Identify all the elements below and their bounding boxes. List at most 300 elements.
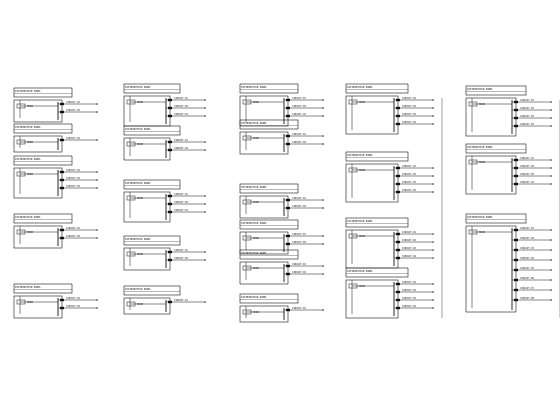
outgoing-circuit: [58, 305, 98, 309]
circuit-label: CIRCUIT-02: [402, 239, 416, 242]
outgoing-circuit: [166, 249, 206, 253]
circuit-breaker-symbol: [60, 171, 64, 173]
outgoing-circuit: [58, 235, 98, 239]
circuit-breaker-symbol: [396, 241, 400, 243]
panel-enclosure: [346, 280, 398, 318]
panel-enclosure: [124, 248, 170, 270]
panel-enclosure: [240, 132, 288, 154]
circuit-label: CIRCUIT-07: [520, 287, 534, 290]
circuit-terminal: [550, 259, 552, 261]
outgoing-circuit: [166, 257, 206, 261]
circuit-breaker-symbol: [396, 307, 400, 309]
main-breaker-label: MCCB: [359, 101, 365, 104]
panel-title: DISTRIBUTION PANEL: [125, 86, 151, 89]
circuit-label: CIRCUIT-01: [174, 299, 188, 302]
outgoing-circuit: [394, 121, 434, 125]
outgoing-circuit: [394, 173, 434, 177]
panel-block: [346, 218, 434, 268]
circuit-breaker-symbol: [286, 235, 290, 237]
outgoing-circuit: [58, 109, 98, 113]
panel-title: DISTRIBUTION PANEL: [125, 182, 151, 185]
circuit-breaker-symbol: [514, 279, 518, 281]
panel-block: [466, 214, 552, 312]
circuit-terminal: [432, 299, 434, 301]
outgoing-circuit: [284, 241, 324, 245]
circuit-breaker-symbol: [168, 259, 172, 261]
circuit-breaker-symbol: [168, 141, 172, 143]
circuit-breaker-symbol: [286, 99, 290, 101]
panel-block: [14, 214, 98, 248]
circuit-label: CIRCUIT-01: [66, 101, 80, 104]
circuit-label: CIRCUIT-05: [520, 267, 534, 270]
circuit-breaker-symbol: [514, 101, 518, 103]
circuit-breaker-symbol: [396, 191, 400, 193]
circuit-terminal: [322, 135, 324, 137]
outgoing-circuit: [284, 271, 324, 275]
panel-block: [124, 126, 206, 160]
schedule-column-4: [346, 84, 442, 318]
circuit-label: CIRCUIT-02: [66, 177, 80, 180]
circuit-label: CIRCUIT-01: [66, 169, 80, 172]
circuit-breaker-symbol: [60, 187, 64, 189]
circuit-breaker-symbol: [286, 265, 290, 267]
main-breaker-label: MCCB: [359, 235, 365, 238]
circuit-label: CIRCUIT-02: [66, 235, 80, 238]
panel-title: DISTRIBUTION PANEL: [347, 154, 373, 157]
circuit-breaker-symbol: [396, 175, 400, 177]
circuit-breaker-symbol: [514, 159, 518, 161]
outgoing-circuit: [166, 209, 206, 213]
circuit-terminal: [96, 171, 98, 173]
panel-title: DISTRIBUTION PANEL: [15, 126, 41, 129]
circuit-terminal: [432, 175, 434, 177]
circuit-terminal: [322, 243, 324, 245]
outgoing-circuit: [284, 133, 324, 137]
panel-enclosure: [346, 96, 398, 134]
panel-enclosure: [124, 138, 170, 160]
main-breaker-label: MCCB: [253, 201, 259, 204]
circuit-terminal: [432, 241, 434, 243]
circuit-label: CIRCUIT-03: [66, 185, 80, 188]
circuit-label: CIRCUIT-01: [66, 227, 80, 230]
outgoing-circuit: [512, 227, 552, 231]
panel-title: DISTRIBUTION PANEL: [241, 86, 267, 89]
outgoing-circuit: [512, 181, 552, 185]
panel-title: DISTRIBUTION PANEL: [125, 128, 151, 131]
circuit-terminal: [322, 309, 324, 311]
circuit-label: CIRCUIT-04: [402, 189, 416, 192]
outgoing-circuit: [394, 289, 434, 293]
circuit-breaker-symbol: [514, 239, 518, 241]
circuit-breaker-symbol: [60, 307, 64, 309]
circuit-terminal: [96, 229, 98, 231]
main-breaker-label: MCCB: [137, 253, 143, 256]
panel-block: [346, 268, 434, 318]
main-breaker-label: MCCB: [359, 169, 365, 172]
panel-enclosure: [124, 96, 170, 126]
circuit-label: CIRCUIT-02: [402, 173, 416, 176]
circuit-label: CIRCUIT-02: [174, 147, 188, 150]
outgoing-circuit: [166, 299, 206, 303]
circuit-label: CIRCUIT-03: [174, 113, 188, 116]
outgoing-circuit: [394, 305, 434, 309]
main-breaker-label: MCCB: [27, 173, 33, 176]
circuit-terminal: [322, 199, 324, 201]
circuit-terminal: [322, 235, 324, 237]
outgoing-circuit: [394, 113, 434, 117]
circuit-breaker-symbol: [286, 199, 290, 201]
circuit-label: CIRCUIT-04: [402, 121, 416, 124]
circuit-label: CIRCUIT-02: [520, 165, 534, 168]
outgoing-circuit: [58, 185, 98, 189]
outgoing-circuit: [512, 237, 552, 241]
outgoing-circuit: [166, 105, 206, 109]
schedule-column-1: [14, 88, 98, 318]
panel-enclosure: [240, 196, 288, 218]
circuit-terminal: [96, 103, 98, 105]
outgoing-circuit: [166, 201, 206, 205]
panel-block: [124, 180, 206, 222]
main-breaker-label: MCCB: [253, 137, 259, 140]
circuit-terminal: [204, 203, 206, 205]
outgoing-circuit: [394, 189, 434, 193]
circuit-breaker-symbol: [514, 183, 518, 185]
circuit-breaker-symbol: [168, 211, 172, 213]
circuit-terminal: [204, 99, 206, 101]
circuit-terminal: [432, 191, 434, 193]
circuit-terminal: [550, 109, 552, 111]
circuit-terminal: [432, 283, 434, 285]
circuit-terminal: [322, 107, 324, 109]
circuit-breaker-symbol: [514, 117, 518, 119]
circuit-terminal: [204, 107, 206, 109]
outgoing-circuit: [284, 105, 324, 109]
circuit-terminal: [204, 251, 206, 253]
circuit-label: CIRCUIT-02: [402, 289, 416, 292]
outgoing-circuit: [512, 267, 552, 271]
panel-title: DISTRIBUTION PANEL: [125, 238, 151, 241]
circuit-label: CIRCUIT-02: [292, 271, 306, 274]
circuit-label: CIRCUIT-01: [66, 137, 80, 140]
circuit-terminal: [322, 207, 324, 209]
main-breaker-label: MCCB: [137, 143, 143, 146]
circuit-label: CIRCUIT-01: [292, 97, 306, 100]
outgoing-circuit: [58, 169, 98, 173]
circuit-terminal: [550, 299, 552, 301]
circuit-terminal: [432, 99, 434, 101]
panel-title: DISTRIBUTION PANEL: [241, 222, 267, 225]
circuit-breaker-symbol: [286, 107, 290, 109]
outgoing-circuit: [512, 297, 552, 301]
circuit-terminal: [550, 159, 552, 161]
circuit-breaker-symbol: [396, 257, 400, 259]
outgoing-circuit: [512, 165, 552, 169]
circuit-breaker-symbol: [286, 143, 290, 145]
panel-block: [240, 120, 324, 154]
outgoing-circuit: [512, 115, 552, 119]
circuit-terminal: [550, 229, 552, 231]
circuit-label: CIRCUIT-01: [520, 227, 534, 230]
circuit-terminal: [550, 289, 552, 291]
panel-title: DISTRIBUTION PANEL: [467, 216, 493, 219]
circuit-terminal: [550, 101, 552, 103]
outgoing-circuit: [394, 97, 434, 101]
panel-block: [466, 144, 552, 194]
circuit-terminal: [432, 123, 434, 125]
circuit-breaker-symbol: [514, 289, 518, 291]
circuit-terminal: [550, 167, 552, 169]
circuit-label: CIRCUIT-06: [520, 277, 534, 280]
panel-block: [124, 286, 206, 314]
outgoing-circuit: [58, 137, 98, 141]
panel-enclosure: [466, 156, 516, 194]
outgoing-circuit: [58, 297, 98, 301]
circuit-label: CIRCUIT-02: [520, 237, 534, 240]
panel-title: DISTRIBUTION PANEL: [347, 86, 373, 89]
outgoing-circuit: [284, 97, 324, 101]
outgoing-circuit: [284, 205, 324, 209]
circuit-terminal: [432, 233, 434, 235]
circuit-breaker-symbol: [396, 115, 400, 117]
outgoing-circuit: [284, 141, 324, 145]
circuit-label: CIRCUIT-01: [174, 97, 188, 100]
outgoing-circuit: [394, 231, 434, 235]
outgoing-circuit: [58, 101, 98, 105]
circuit-label: CIRCUIT-02: [66, 305, 80, 308]
panel-enclosure: [466, 226, 516, 312]
circuit-terminal: [550, 183, 552, 185]
outgoing-circuit: [512, 287, 552, 291]
circuit-breaker-symbol: [60, 237, 64, 239]
circuit-breaker-symbol: [396, 183, 400, 185]
circuit-terminal: [550, 239, 552, 241]
circuit-label: CIRCUIT-03: [174, 209, 188, 212]
main-breaker-label: MCCB: [253, 237, 259, 240]
circuit-breaker-symbol: [514, 175, 518, 177]
circuit-breaker-symbol: [60, 179, 64, 181]
main-breaker-label: MCCB: [27, 141, 33, 144]
circuit-label: CIRCUIT-04: [402, 305, 416, 308]
panel-block: [124, 84, 206, 126]
panel-block: [466, 86, 552, 136]
circuit-terminal: [550, 125, 552, 127]
circuit-terminal: [432, 115, 434, 117]
circuit-terminal: [96, 139, 98, 141]
circuit-label: CIRCUIT-03: [402, 247, 416, 250]
panel-title: DISTRIBUTION PANEL: [15, 216, 41, 219]
outgoing-circuit: [166, 97, 206, 101]
circuit-label: CIRCUIT-03: [520, 247, 534, 250]
circuit-label: CIRCUIT-01: [402, 281, 416, 284]
main-breaker-label: MCCB: [27, 301, 33, 304]
circuit-breaker-symbol: [60, 229, 64, 231]
panel-block: [346, 84, 434, 134]
outgoing-circuit: [284, 113, 324, 117]
panel-block: [346, 152, 434, 202]
panel-block: [14, 156, 98, 198]
schedule-column-3: [240, 84, 324, 322]
circuit-terminal: [432, 249, 434, 251]
circuit-breaker-symbol: [168, 195, 172, 197]
panel-title: DISTRIBUTION PANEL: [15, 286, 41, 289]
circuit-breaker-symbol: [396, 283, 400, 285]
panel-title: DISTRIBUTION PANEL: [347, 220, 373, 223]
circuit-breaker-symbol: [396, 233, 400, 235]
circuit-breaker-symbol: [286, 273, 290, 275]
circuit-terminal: [204, 301, 206, 303]
outgoing-circuit: [512, 257, 552, 261]
circuit-breaker-symbol: [514, 125, 518, 127]
outgoing-circuit: [394, 165, 434, 169]
circuit-terminal: [96, 179, 98, 181]
circuit-label: CIRCUIT-04: [402, 255, 416, 258]
circuit-label: CIRCUIT-03: [292, 113, 306, 116]
circuit-breaker-symbol: [396, 107, 400, 109]
circuit-label: CIRCUIT-01: [292, 133, 306, 136]
circuit-breaker-symbol: [286, 309, 290, 311]
main-breaker-label: MCCB: [359, 285, 365, 288]
circuit-label: CIRCUIT-02: [520, 107, 534, 110]
circuit-label: CIRCUIT-01: [402, 165, 416, 168]
circuit-terminal: [96, 299, 98, 301]
circuit-label: CIRCUIT-08: [520, 297, 534, 300]
circuit-breaker-symbol: [396, 99, 400, 101]
circuit-label: CIRCUIT-03: [402, 113, 416, 116]
panel-title: DISTRIBUTION PANEL: [241, 296, 267, 299]
outgoing-circuit: [394, 105, 434, 109]
main-breaker-label: MCCB: [27, 231, 33, 234]
circuit-terminal: [96, 111, 98, 113]
circuit-terminal: [432, 107, 434, 109]
outgoing-circuit: [512, 277, 552, 281]
panel-enclosure: [240, 232, 288, 254]
circuit-breaker-symbol: [168, 203, 172, 205]
circuit-terminal: [432, 167, 434, 169]
circuit-breaker-symbol: [60, 103, 64, 105]
circuit-label: CIRCUIT-03: [402, 297, 416, 300]
main-breaker-label: MCCB: [253, 101, 259, 104]
circuit-label: CIRCUIT-02: [292, 105, 306, 108]
outgoing-circuit: [512, 99, 552, 103]
outgoing-circuit: [284, 307, 324, 311]
panel-block: [240, 220, 324, 254]
outgoing-circuit: [284, 233, 324, 237]
circuit-terminal: [322, 265, 324, 267]
circuit-breaker-symbol: [514, 167, 518, 169]
circuit-terminal: [204, 211, 206, 213]
circuit-terminal: [432, 291, 434, 293]
circuit-label: CIRCUIT-02: [402, 105, 416, 108]
panel-title: DISTRIBUTION PANEL: [125, 288, 151, 291]
circuit-label: CIRCUIT-03: [520, 173, 534, 176]
circuit-terminal: [96, 307, 98, 309]
outgoing-circuit: [512, 247, 552, 251]
circuit-breaker-symbol: [514, 249, 518, 251]
circuit-terminal: [204, 259, 206, 261]
panel-block: [124, 236, 206, 270]
circuit-terminal: [432, 307, 434, 309]
panel-enclosure: [124, 192, 170, 222]
circuit-label: CIRCUIT-02: [292, 205, 306, 208]
circuit-terminal: [432, 257, 434, 259]
circuit-label: CIRCUIT-04: [520, 257, 534, 260]
circuit-terminal: [550, 269, 552, 271]
circuit-terminal: [432, 183, 434, 185]
circuit-label: CIRCUIT-01: [292, 263, 306, 266]
outgoing-circuit: [394, 297, 434, 301]
panel-block: [240, 84, 324, 126]
circuit-label: CIRCUIT-01: [174, 249, 188, 252]
circuit-label: CIRCUIT-02: [174, 105, 188, 108]
circuit-label: CIRCUIT-02: [174, 257, 188, 260]
circuit-breaker-symbol: [396, 299, 400, 301]
circuit-breaker-symbol: [286, 243, 290, 245]
circuit-terminal: [96, 187, 98, 189]
circuit-label: CIRCUIT-01: [292, 197, 306, 200]
circuit-label: CIRCUIT-01: [520, 157, 534, 160]
circuit-breaker-symbol: [168, 301, 172, 303]
circuit-terminal: [322, 99, 324, 101]
panel-title: DISTRIBUTION PANEL: [241, 186, 267, 189]
circuit-breaker-symbol: [286, 207, 290, 209]
circuit-terminal: [204, 115, 206, 117]
panel-enclosure: [346, 164, 398, 202]
panel-title: DISTRIBUTION PANEL: [467, 146, 493, 149]
circuit-breaker-symbol: [60, 111, 64, 113]
circuit-label: CIRCUIT-02: [66, 109, 80, 112]
outgoing-circuit: [512, 173, 552, 177]
outgoing-circuit: [284, 263, 324, 267]
circuit-breaker-symbol: [396, 249, 400, 251]
circuit-label: CIRCUIT-01: [520, 99, 534, 102]
outgoing-circuit: [166, 113, 206, 117]
circuit-terminal: [322, 115, 324, 117]
circuit-breaker-symbol: [514, 109, 518, 111]
main-breaker-label: MCCB: [253, 267, 259, 270]
circuit-breaker-symbol: [514, 259, 518, 261]
circuit-label: CIRCUIT-01: [292, 307, 306, 310]
outgoing-circuit: [394, 281, 434, 285]
outgoing-circuit: [512, 157, 552, 161]
panel-title: DISTRIBUTION PANEL: [15, 90, 41, 93]
main-breaker-label: MCCB: [137, 303, 143, 306]
circuit-breaker-symbol: [60, 299, 64, 301]
panel-block: [240, 294, 324, 322]
circuit-label: CIRCUIT-02: [292, 241, 306, 244]
circuit-breaker-symbol: [168, 251, 172, 253]
panel-enclosure: [466, 98, 516, 136]
panel-title: DISTRIBUTION PANEL: [467, 88, 493, 91]
panel-enclosure: [14, 100, 62, 122]
outgoing-circuit: [394, 239, 434, 243]
circuit-breaker-symbol: [168, 115, 172, 117]
panel-enclosure: [14, 296, 62, 318]
circuit-label: CIRCUIT-01: [292, 233, 306, 236]
circuit-label: CIRCUIT-03: [402, 181, 416, 184]
panel-enclosure: [240, 262, 288, 284]
circuit-breaker-symbol: [396, 123, 400, 125]
schedule-column-5: [466, 86, 560, 318]
main-breaker-label: MCCB: [479, 103, 485, 106]
main-breaker-label: MCCB: [253, 311, 259, 314]
circuit-breaker-symbol: [168, 99, 172, 101]
outgoing-circuit: [394, 181, 434, 185]
main-breaker-label: MCCB: [137, 101, 143, 104]
circuit-terminal: [322, 143, 324, 145]
circuit-breaker-symbol: [514, 269, 518, 271]
circuit-breaker-symbol: [396, 167, 400, 169]
panel-block: [14, 284, 98, 318]
